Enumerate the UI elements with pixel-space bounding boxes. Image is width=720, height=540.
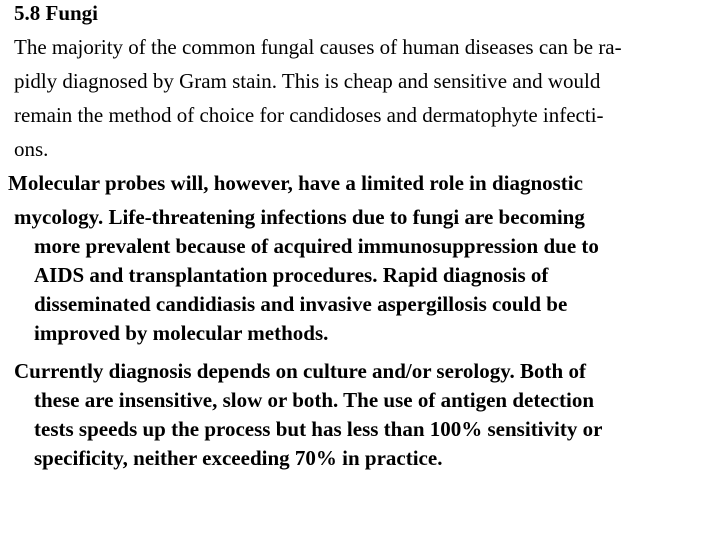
- paragraph-line: these are insensitive, slow or both. The use of antigen detection: [34, 388, 594, 412]
- paragraph-line: Currently diagnosis depends on culture and/or serology. Both of: [14, 359, 586, 383]
- paragraph-line: Molecular probes will, however, have a limited role in diagnostic: [8, 171, 583, 195]
- paragraph-line: improved by molecular methods.: [34, 321, 329, 345]
- paragraph-line: tests speeds up the process but has less than 100% sensitivity or: [34, 417, 603, 441]
- paragraph-line: pidly diagnosed by Gram stain. This is cheap and sensitive and would: [14, 69, 601, 93]
- paragraph-line: specificity, neither exceeding 70% in practice.: [34, 446, 443, 470]
- paragraph-line: AIDS and transplantation procedures. Rapid diagnosis of: [34, 263, 549, 287]
- paragraph-line: The majority of the common fungal causes of human diseases can be ra-: [14, 35, 622, 59]
- paragraph-line: mycology. Life-threatening infections due to fungi are becoming: [14, 205, 585, 229]
- paragraph-line: ons.: [14, 137, 49, 161]
- paragraph-line: remain the method of choice for candidoses and dermatophyte infecti-: [14, 103, 604, 127]
- paragraph-line: more prevalent because of acquired immunosuppression due to: [34, 234, 599, 258]
- section-heading: 5.8 Fungi: [14, 1, 99, 25]
- paragraph-line: disseminated candidiasis and invasive aspergillosis could be: [34, 292, 568, 316]
